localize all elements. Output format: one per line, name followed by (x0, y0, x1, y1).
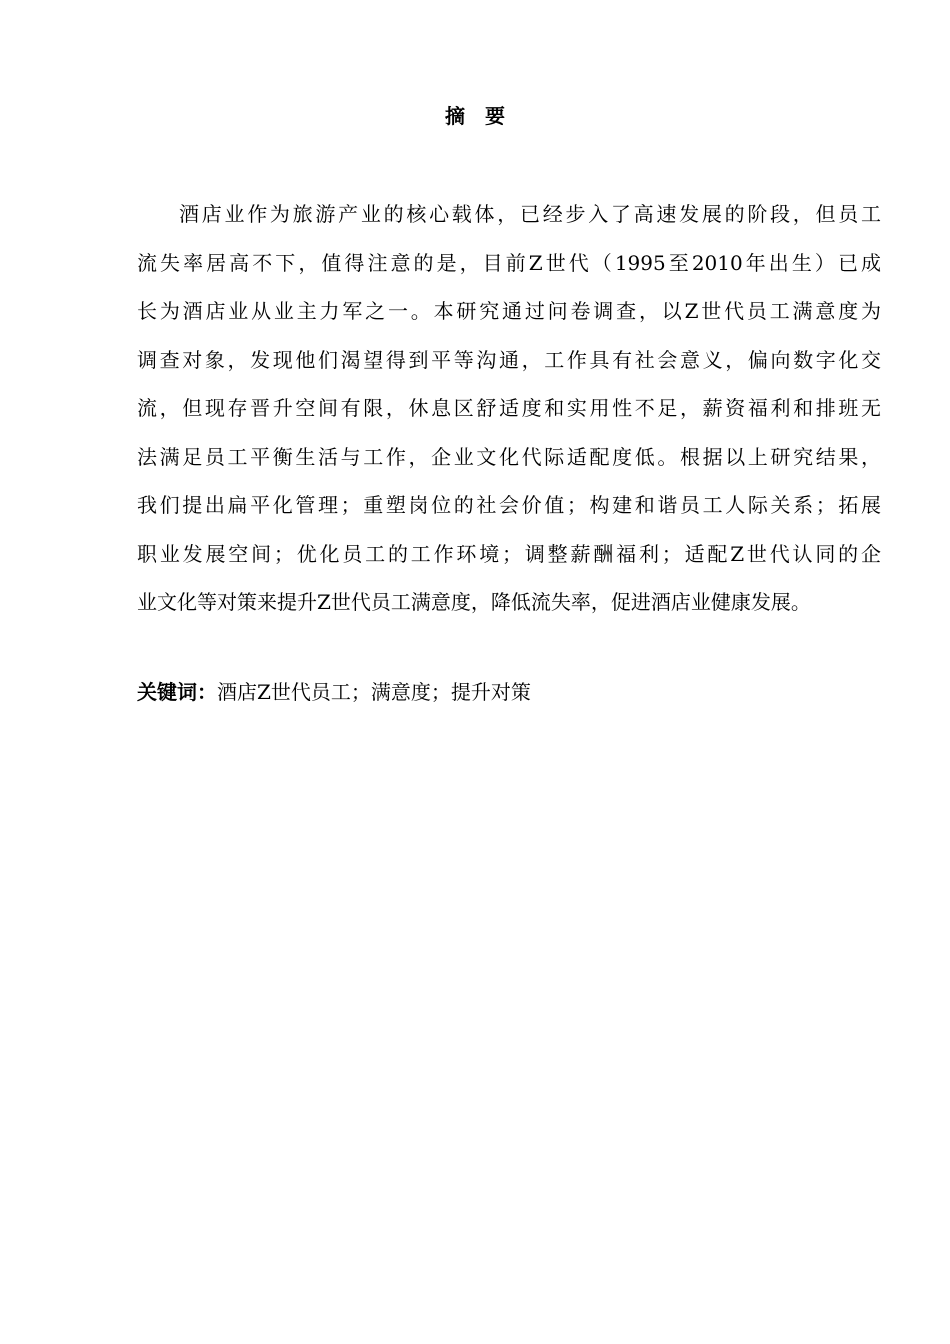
keywords-text: 酒店Z世代员工；满意度；提升对策 (217, 680, 531, 704)
abstract-line: 酒店业作为旅游产业的核心载体，已经步入了高速发展的阶段，但员工 (179, 202, 881, 226)
abstract-line: 流，但现存晋升空间有限，休息区舒适度和实用性不足，薪资福利和排班无 (137, 396, 881, 420)
abstract-title-char-2: 要 (485, 104, 505, 128)
abstract-line: 职业发展空间；优化员工的工作环境；调整薪酬福利；适配Z世代认同的企 (137, 541, 881, 566)
abstract-title (0, 100, 950, 132)
keywords-label: 关键词： (137, 680, 217, 704)
abstract-body (137, 190, 881, 627)
abstract-line: 长为酒店业从业主力军之一。本研究通过问卷调查，以Z世代员工满意度为 (137, 299, 881, 323)
abstract-line: 法满足员工平衡生活与工作，企业文化代际适配度低。根据以上研究结果， (137, 444, 881, 469)
abstract-line: 流失率居高不下，值得注意的是，目前Z世代（1995至2010年出生）已成 (137, 250, 881, 275)
abstract-line: 我们提出扁平化管理；重塑岗位的社会价值；构建和谐员工人际关系；拓展 (137, 493, 881, 517)
abstract-title-char-1: 摘 (445, 104, 465, 128)
abstract-line: 业文化等对策来提升Z世代员工满意度，降低流失率，促进酒店业健康发展。 (137, 590, 811, 614)
keywords-row (137, 672, 881, 712)
abstract-line: 调查对象，发现他们渴望得到平等沟通，工作具有社会意义，偏向数字化交 (137, 347, 881, 372)
